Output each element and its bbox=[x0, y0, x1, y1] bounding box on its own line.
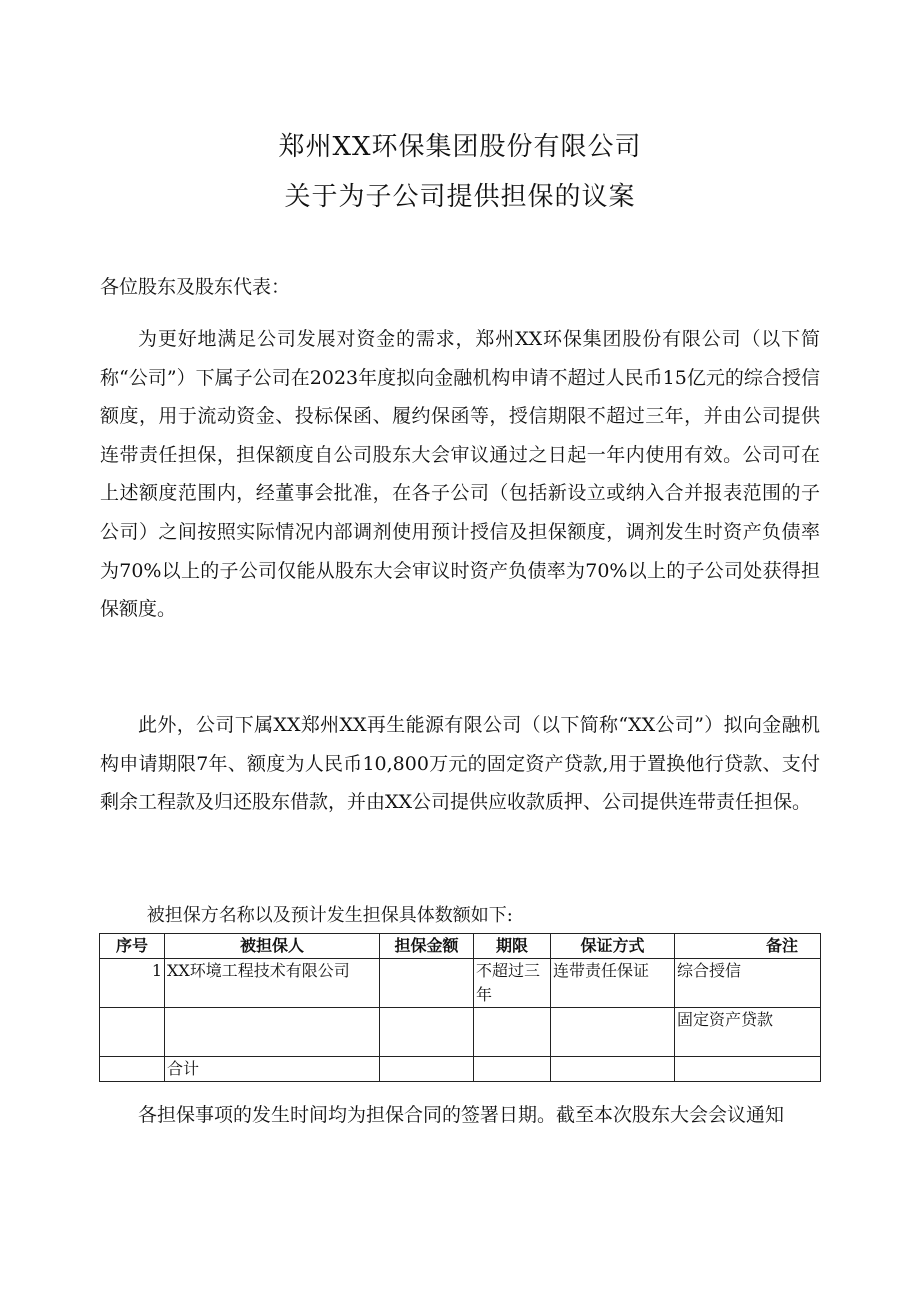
header-guarantee-method: 保证方式 bbox=[551, 934, 675, 959]
paragraph-fixed-asset-loan: 此外，公司下属XX郑州XX再生能源有限公司（以下简称“XX公司”）拟向金融机构申请期限7年、额度为人民币10,800万元的固定资产贷款,用于置换他行贷款、支付剩余工程款及归还股东借款，并由XX公司提供应收款质押、公司提供连带责任担保。 bbox=[100, 714, 820, 814]
cell-remarks: 固定资产贷款 bbox=[675, 1008, 821, 1057]
header-remarks: 备注 bbox=[675, 934, 821, 959]
table-total-row bbox=[100, 1057, 821, 1082]
cell-amount bbox=[380, 1057, 474, 1082]
cell-term bbox=[474, 1008, 551, 1057]
cell-guarantee-method bbox=[551, 1008, 675, 1057]
cell-guaranteed-party bbox=[165, 1008, 380, 1057]
cell-remarks: 综合授信 bbox=[675, 959, 821, 1008]
cell-amount bbox=[380, 959, 474, 1008]
cell-guarantee-method: 连带责任保证 bbox=[551, 959, 675, 1008]
header-index: 序号 bbox=[100, 934, 165, 959]
document-title-line2: 关于为子公司提供担保的议案 bbox=[284, 182, 636, 212]
cell-index: 1 bbox=[100, 959, 165, 1008]
cell-remarks bbox=[675, 1057, 821, 1082]
table-header-row bbox=[100, 934, 821, 959]
table-row bbox=[100, 1008, 821, 1057]
cell-guaranteed-party: XX环境工程技术有限公司 bbox=[165, 959, 380, 1008]
paragraph-credit-line: 为更好地满足公司发展对资金的需求，郑州XX环保集团股份有限公司（以下简称“公司”）下属子公司在2023年度拟向金融机构申请不超过人民币15亿元的综合授信额度，用于流动资金、投标保函、履约保函等，授信期限不超过三年，并由公司提供连带责任担保，担保额度自公司股东大会审议通过之日起一年内使用有效。公司可在上述额度范围内，经董事会批准，在各子公司（包括新设立或纳入合并报表范围的子公司）之间按照实际情况内部调剂使用预计授信及担保额度，调剂发生时资产负债率为70%以上的子公司仅能从股东大会审议时资产负债率为70%以上的子公司处获得担保额度。 bbox=[100, 328, 820, 621]
header-term: 期限 bbox=[474, 934, 551, 959]
table-row bbox=[100, 959, 821, 1008]
cell-index bbox=[100, 1008, 165, 1057]
cell-amount bbox=[380, 1008, 474, 1057]
paragraph-guarantee-timing: 各担保事项的发生时间均为担保合同的签署日期。截至本次股东大会会议通知 bbox=[138, 1104, 785, 1126]
document-title-line1: 郑州XX环保集团股份有限公司 bbox=[278, 132, 642, 162]
table-intro: 被担保方名称以及预计发生担保具体数额如下: bbox=[146, 905, 513, 926]
header-guaranteed-party: 被担保人 bbox=[165, 934, 380, 959]
cell-total-label: 合计 bbox=[165, 1057, 380, 1082]
header-amount: 担保金额 bbox=[380, 934, 474, 959]
guarantee-table bbox=[99, 933, 821, 1082]
cell-guarantee-method bbox=[551, 1057, 675, 1082]
cell-index bbox=[100, 1057, 165, 1082]
salutation: 各位股东及股东代表： bbox=[100, 276, 291, 298]
cell-term bbox=[474, 1057, 551, 1082]
cell-term: 不超过三年 bbox=[474, 959, 551, 1008]
